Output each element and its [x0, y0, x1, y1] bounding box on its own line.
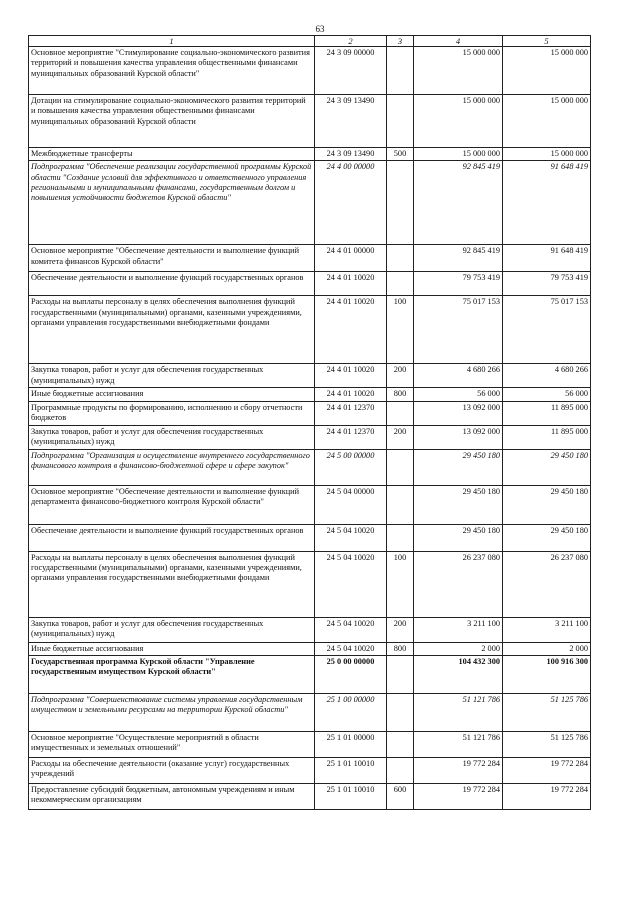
row-code-cell: 25 1 01 00000	[315, 731, 387, 757]
row-vr-cell: 100	[387, 551, 414, 617]
header-col-vr: 3	[387, 36, 414, 47]
row-code-cell: 24 4 01 12370	[315, 425, 387, 449]
row-amount-1-cell: 104 432 300	[414, 655, 503, 693]
row-name-cell: Предоставление субсидий бюджетным, автономным учреждениям и иным некоммерческим организациям	[29, 783, 315, 809]
table-row	[29, 401, 591, 425]
row-vr-cell	[387, 272, 414, 296]
row-vr-cell	[387, 655, 414, 693]
row-amount-2-cell: 15 000 000	[503, 148, 591, 161]
row-code-cell: 24 4 01 12370	[315, 401, 387, 425]
row-vr-cell: 200	[387, 364, 414, 388]
row-code-cell: 24 5 04 00000	[315, 485, 387, 524]
row-vr-cell	[387, 245, 414, 272]
row-amount-1-cell: 51 121 786	[414, 731, 503, 757]
row-amount-1-cell: 79 753 419	[414, 272, 503, 296]
row-vr-cell	[387, 47, 414, 95]
row-amount-2-cell: 75 017 153	[503, 296, 591, 364]
row-amount-2-cell: 100 916 300	[503, 655, 591, 693]
row-amount-1-cell: 29 450 180	[414, 449, 503, 485]
row-code-cell: 24 4 01 10020	[315, 272, 387, 296]
table-row	[29, 161, 591, 245]
header-col-name: 1	[29, 36, 315, 47]
row-amount-2-cell: 56 000	[503, 388, 591, 401]
row-amount-1-cell: 56 000	[414, 388, 503, 401]
row-name-cell: Подпрограмма "Организация и осуществление внутреннего государственного финансового контроля в финансово-бюджетной сфере и сфере закупок"	[29, 449, 315, 485]
row-amount-1-cell: 92 845 419	[414, 161, 503, 245]
row-amount-2-cell: 15 000 000	[503, 95, 591, 148]
table-row	[29, 655, 591, 693]
row-code-cell: 24 3 09 13490	[315, 95, 387, 148]
row-name-cell: Межбюджетные трансферты	[29, 148, 315, 161]
row-amount-2-cell: 2 000	[503, 642, 591, 655]
table-row	[29, 693, 591, 731]
header-col-amount-1: 4	[414, 36, 503, 47]
table-row	[29, 449, 591, 485]
table-row	[29, 485, 591, 524]
row-code-cell: 24 5 00 00000	[315, 449, 387, 485]
table-row	[29, 245, 591, 272]
table-row	[29, 148, 591, 161]
row-amount-2-cell: 29 450 180	[503, 524, 591, 551]
row-vr-cell: 600	[387, 783, 414, 809]
row-amount-2-cell: 91 648 419	[503, 245, 591, 272]
row-amount-2-cell: 91 648 419	[503, 161, 591, 245]
row-amount-2-cell: 19 772 284	[503, 783, 591, 809]
table-row	[29, 272, 591, 296]
row-amount-2-cell: 29 450 180	[503, 449, 591, 485]
table-row	[29, 47, 591, 95]
row-name-cell: Иные бюджетные ассигнования	[29, 388, 315, 401]
row-amount-1-cell: 13 092 000	[414, 425, 503, 449]
row-amount-1-cell: 15 000 000	[414, 47, 503, 95]
page-number: 63	[315, 24, 325, 34]
row-name-cell: Подпрограмма "Обеспечение реализации государственной программы Курской области "Создание условий для эффективного и ответственного управления региональными и муниципальными финансами, государственным долгом и повышения устойчивости бюджетов Курской области"	[29, 161, 315, 245]
row-code-cell: 24 5 04 10020	[315, 551, 387, 617]
table-row	[29, 388, 591, 401]
row-vr-cell	[387, 161, 414, 245]
row-name-cell: Расходы на выплаты персоналу в целях обеспечения выполнения функций государственными (муниципальными) органами, казенными учреждениями, органами управления государственными внебюджетными фондами	[29, 551, 315, 617]
row-name-cell: Закупка товаров, работ и услуг для обеспечения государственных (муниципальных) нужд	[29, 425, 315, 449]
row-code-cell: 24 5 04 10020	[315, 642, 387, 655]
row-name-cell: Основное мероприятие "Осуществление мероприятий в области имущественных и земельных отношений"	[29, 731, 315, 757]
table-row	[29, 617, 591, 642]
row-name-cell: Дотации на стимулирование социально-экономического развития территорий и повышения качества управления общественными финансами муниципальных образований Курской области	[29, 95, 315, 148]
row-vr-cell	[387, 524, 414, 551]
row-code-cell: 24 3 09 00000	[315, 47, 387, 95]
row-vr-cell	[387, 449, 414, 485]
row-amount-1-cell: 2 000	[414, 642, 503, 655]
table-row	[29, 364, 591, 388]
row-name-cell: Закупка товаров, работ и услуг для обеспечения государственных (муниципальных) нужд	[29, 617, 315, 642]
row-amount-2-cell: 3 211 100	[503, 617, 591, 642]
row-code-cell: 24 3 09 13490	[315, 148, 387, 161]
row-amount-1-cell: 4 680 266	[414, 364, 503, 388]
table-row	[29, 296, 591, 364]
row-name-cell: Основное мероприятие "Обеспечение деятельности и выполнение функций департамента финансово-бюджетного контроля Курской области"	[29, 485, 315, 524]
header-col-amount-2: 5	[503, 36, 591, 47]
table-row	[29, 425, 591, 449]
budget-table	[28, 35, 591, 810]
table-row	[29, 551, 591, 617]
row-code-cell: 24 4 01 10020	[315, 296, 387, 364]
row-amount-2-cell: 11 895 000	[503, 425, 591, 449]
table-row	[29, 642, 591, 655]
table-row	[29, 731, 591, 757]
header-row	[29, 36, 591, 47]
row-vr-cell	[387, 95, 414, 148]
row-amount-2-cell: 4 680 266	[503, 364, 591, 388]
row-amount-2-cell: 29 450 180	[503, 485, 591, 524]
row-amount-2-cell: 26 237 080	[503, 551, 591, 617]
row-vr-cell: 100	[387, 296, 414, 364]
row-amount-1-cell: 13 092 000	[414, 401, 503, 425]
row-amount-1-cell: 19 772 284	[414, 783, 503, 809]
row-amount-1-cell: 19 772 284	[414, 757, 503, 783]
row-amount-2-cell: 19 772 284	[503, 757, 591, 783]
row-code-cell: 25 0 00 00000	[315, 655, 387, 693]
row-name-cell: Государственная программа Курской области "Управление государственным имуществом Курской области"	[29, 655, 315, 693]
row-name-cell: Программные продукты по формированию, исполнению и сбору отчетности бюджетов	[29, 401, 315, 425]
row-amount-1-cell: 29 450 180	[414, 485, 503, 524]
row-code-cell: 25 1 00 00000	[315, 693, 387, 731]
row-name-cell: Расходы на обеспечение деятельности (оказание услуг) государственных учреждений	[29, 757, 315, 783]
row-amount-2-cell: 11 895 000	[503, 401, 591, 425]
row-code-cell: 24 4 01 00000	[315, 245, 387, 272]
row-vr-cell	[387, 731, 414, 757]
row-code-cell: 24 4 01 10020	[315, 388, 387, 401]
row-vr-cell: 200	[387, 425, 414, 449]
header-col-code: 2	[315, 36, 387, 47]
row-name-cell: Закупка товаров, работ и услуг для обеспечения государственных (муниципальных) нужд	[29, 364, 315, 388]
row-amount-2-cell: 51 125 786	[503, 693, 591, 731]
row-code-cell: 24 5 04 10020	[315, 524, 387, 551]
row-name-cell: Основное мероприятие "Стимулирование социально-экономического развития территорий и повышения качества управления общественными финансами муниципальных образований Курской области"	[29, 47, 315, 95]
row-name-cell: Основное мероприятие "Обеспечение деятельности и выполнение функций комитета финансов Курской области"	[29, 245, 315, 272]
row-code-cell: 24 5 04 10020	[315, 617, 387, 642]
row-name-cell: Расходы на выплаты персоналу в целях обеспечения выполнения функций государственными (муниципальными) органами, казенными учреждениями, органами управления государственными внебюджетными фондами	[29, 296, 315, 364]
row-vr-cell: 500	[387, 148, 414, 161]
row-amount-1-cell: 75 017 153	[414, 296, 503, 364]
table-row	[29, 95, 591, 148]
row-vr-cell	[387, 485, 414, 524]
row-amount-1-cell: 26 237 080	[414, 551, 503, 617]
row-amount-2-cell: 79 753 419	[503, 272, 591, 296]
row-amount-1-cell: 15 000 000	[414, 148, 503, 161]
row-amount-2-cell: 15 000 000	[503, 47, 591, 95]
row-amount-1-cell: 29 450 180	[414, 524, 503, 551]
row-vr-cell: 200	[387, 617, 414, 642]
row-vr-cell: 800	[387, 388, 414, 401]
row-amount-1-cell: 51 121 786	[414, 693, 503, 731]
row-vr-cell: 800	[387, 642, 414, 655]
row-vr-cell	[387, 693, 414, 731]
row-vr-cell	[387, 401, 414, 425]
row-name-cell: Обеспечение деятельности и выполнение функций государственных органов	[29, 272, 315, 296]
table-row	[29, 783, 591, 809]
row-code-cell: 25 1 01 10010	[315, 757, 387, 783]
table-row	[29, 757, 591, 783]
row-code-cell: 25 1 01 10010	[315, 783, 387, 809]
row-code-cell: 24 4 01 10020	[315, 364, 387, 388]
row-name-cell: Иные бюджетные ассигнования	[29, 642, 315, 655]
row-vr-cell	[387, 757, 414, 783]
row-code-cell: 24 4 00 00000	[315, 161, 387, 245]
row-amount-2-cell: 51 125 786	[503, 731, 591, 757]
row-name-cell: Обеспечение деятельности и выполнение функций государственных органов	[29, 524, 315, 551]
table-row	[29, 524, 591, 551]
row-amount-1-cell: 3 211 100	[414, 617, 503, 642]
row-amount-1-cell: 15 000 000	[414, 95, 503, 148]
row-name-cell: Подпрограмма "Совершенствование системы управления государственным имуществом и земельными ресурсами на территории Курской области"	[29, 693, 315, 731]
row-amount-1-cell: 92 845 419	[414, 245, 503, 272]
